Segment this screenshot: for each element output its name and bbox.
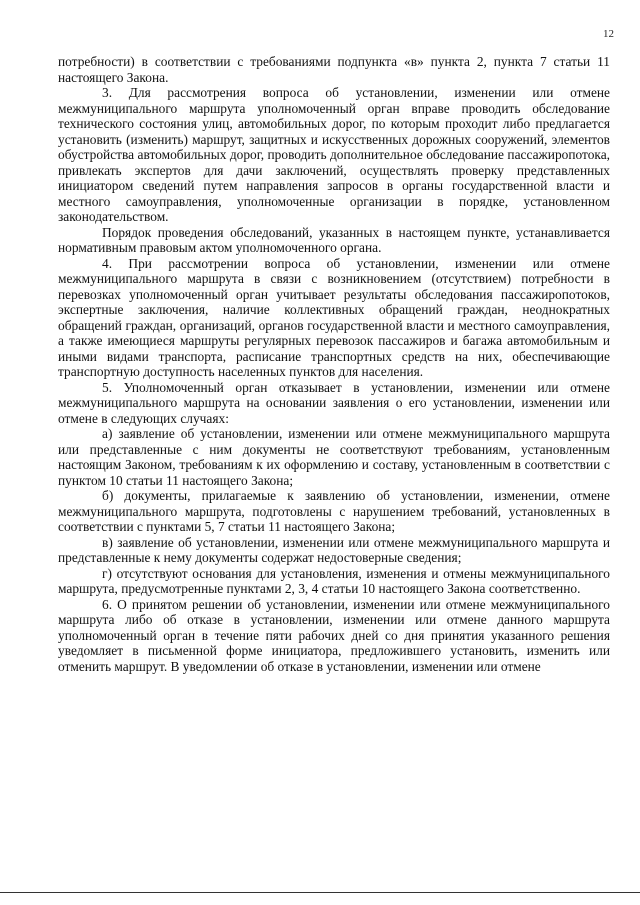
page-number: 12 — [603, 28, 614, 40]
page-bottom-rule — [0, 892, 640, 893]
paragraph-item-5: 5. Уполномоченный орган отказывает в установлении, изменении или отмене межмуниципального маршрута на основании заявления о его установлении, изменении или отмене в следующих случаях: — [58, 379, 610, 426]
paragraph-item-3: 3. Для рассмотрения вопроса об установлении, изменении или отмене межмуниципального маршрута уполномоченный орган вправе проводить обследование технического состояния улиц, автомобильных дорог, по которым проходит либо предлагается установить (изменить) маршрут, защитных и искусственных дорожных сооружений, элементов обустройства автомобильных дорог, проводить дополнительное обследование пассажиропотока, привлекать экспертов для дачи заключений, осуществлять проверку представленных инициатором сведений путем направления запросов в органы государственной власти и местного самоуправления, уполномоченные организации в порядке, установленном законодательством. — [58, 85, 610, 224]
paragraph-item-5a: а) заявление об установлении, изменении или отмене межмуниципального маршрута или представленные с ним документы не соответствуют требованиям, установленным настоящим Законом, требованиям к их оформлению и составу, установленным в соответствии с пунктом 10 статьи 11 настоящего Закона; — [58, 426, 610, 488]
paragraph-item-6: 6. О принятом решении об установлении, изменении или отмене межмуниципального маршрута либо об отказе в установлении, изменении или отмене данного маршрута уполномоченный орган в течение пяти рабочих дней со дня принятия указанного решения уведомляет в письменной форме инициатора, предложившего установить, изменить или отменить маршрут. В уведомлении об отказе в установлении, изменении или отмене — [58, 596, 610, 674]
paragraph-survey-procedure: Порядок проведения обследований, указанных в настоящем пункте, устанавливается нормативным правовым актом уполномоченного органа. — [58, 224, 610, 255]
paragraph-item-4: 4. При рассмотрении вопроса об установлении, изменении или отмене межмуниципального маршрута в связи с возникновением (отсутствием) потребности в перевозках уполномоченный орган учитывает результаты обследования пассажиропотоков, экспертные заключения, наличие коллективных обращений граждан, неоднократных обращений граждан, организаций, органов государственной власти и местного самоуправления, а также имеющиеся маршруты регулярных перевозок пассажиров и багажа автомобильным и иными видами транспорта, расписание транспортных средств на них, обеспечивающие транспортную доступность населенных пунктов для населения. — [58, 255, 610, 379]
paragraph-item-5g: г) отсутствуют основания для установления, изменения и отмены межмуниципального маршрута, предусмотренные пунктами 2, 3, 4 статьи 10 настоящего Закона соответственно. — [58, 565, 610, 596]
paragraph-item-5b: б) документы, прилагаемые к заявлению об установлении, изменении, отмене межмуниципального маршрута, подготовлены с нарушением требований, установленных в соответствии с пунктами 5, 7 статьи 11 настоящего Закона; — [58, 488, 610, 534]
document-body — [58, 54, 610, 674]
paragraph-continuation: потребности) в соответствии с требованиями подпункта «в» пункта 2, пункта 7 статьи 11 настоящего Закона. — [58, 54, 610, 85]
paragraph-item-5v: в) заявление об установлении, изменении или отмене межмуниципального маршрута и представленные к нему документы содержат недостоверные сведения; — [58, 534, 610, 565]
